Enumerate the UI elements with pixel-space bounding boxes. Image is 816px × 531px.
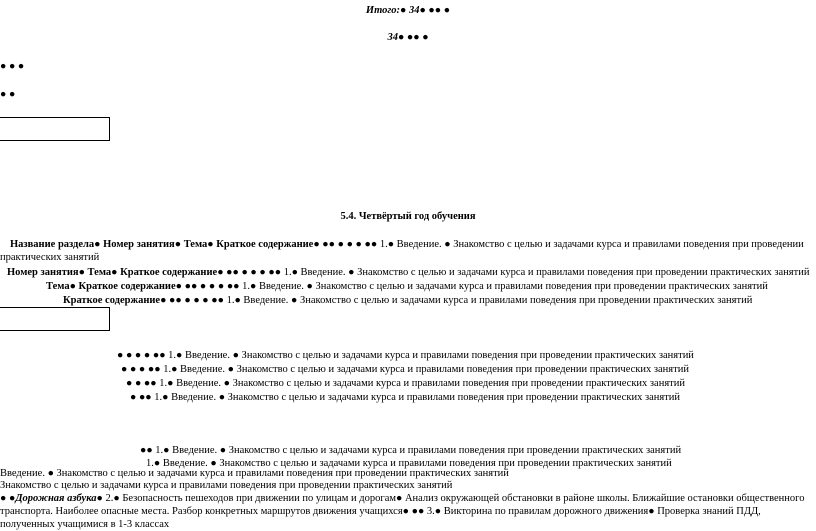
header-1-continuation: практических занятий	[0, 252, 100, 263]
total-line: Итого:● 34● ●● ●	[365, 5, 451, 16]
table-header-row-2	[7, 266, 809, 279]
table-row: Знакомство с целью и задачами курса и правилами поведения при проведении практических занятий	[0, 480, 453, 491]
table-row: ● ● ● ● ●● 1.● Введение. ● Знакомство с целью и задачами курса и правилами поведения при проведении практических занятий	[117, 350, 694, 361]
header-4-columns: Краткое содержание● ●● ● ● ● ●●	[63, 295, 224, 306]
header-2-text: 1.● Введение. ● Знакомство с целью и задачами курса и правилами поведения при проведении практических занятий	[281, 267, 810, 278]
table-row: ● ● ●● 1.● Введение. ● Знакомство с целью и задачами курса и правилами поведения при проведении практических занятий	[126, 378, 685, 389]
header-4-text: 1.● Введение. ● Знакомство с целью и задачами курса и правилами поведения при проведении практических занятий	[223, 295, 753, 306]
road-title: Дорожная азбука	[15, 493, 97, 504]
header-2-columns: Номер занятия● Тема● Краткое содержание● ●● ● ● ● ●●	[7, 267, 282, 278]
header-1-text: 1.● Введение. ● Знакомство с целью и задачами курса и правилами поведения при проведении	[377, 239, 804, 250]
road-safety-line-1	[0, 492, 804, 505]
table-header-row-1	[0, 238, 812, 251]
header-3-columns: Тема● Краткое содержание● ●● ● ● ● ●●	[46, 281, 240, 292]
road-text-1: ● 2.● Безопасность пешеходов при движении по улицам и дорогам● Анализ окружающей обстановки в районе школы. Ближайшие остановки общественного	[96, 493, 805, 504]
bullet-group-a: ● ● ●	[0, 61, 25, 72]
section-title: 5.4. Четвёртый год обучения	[340, 211, 476, 222]
total-count: 34● ●● ●	[387, 32, 429, 43]
road-safety-line-2: транспорта. Наиболее опасные места. Разбор конкретных маршрутов движения учащихся● ●● 3.● Викторина по правилам дорожного движения● Проверка знаний ПДД,	[0, 506, 761, 517]
table-header-row-3	[46, 280, 768, 293]
table-row: ● ● ● ●● 1.● Введение. ● Знакомство с целью и задачами курса и правилами поведения при проведении практических занятий	[121, 364, 689, 375]
bullet-group-b: ● ●	[0, 89, 16, 100]
table-row: Введение. ● Знакомство с целью и задачами курса и правилами поведения при проведении практических занятий	[0, 468, 509, 479]
table-header-row-4	[63, 294, 752, 307]
empty-cell-box-2	[0, 307, 110, 331]
road-prefix: ● ●	[0, 493, 16, 504]
empty-cell-box-1	[0, 117, 110, 141]
road-safety-line-3: полученных учащимися в 1-3 классах	[0, 519, 170, 530]
header-3-text: 1.● Введение. ● Знакомство с целью и задачами курса и правилами поведения при проведении практических занятий	[239, 281, 768, 292]
header-1-columns: Название раздела● Номер занятия● Тема● Краткое содержание● ●● ● ● ● ●●	[10, 239, 378, 250]
table-row: ● ●● 1.● Введение. ● Знакомство с целью и задачами курса и правилами поведения при проведении практических занятий	[130, 392, 681, 403]
table-row: ●● 1.● Введение. ● Знакомство с целью и задачами курса и правилами поведения при проведении практических занятий	[140, 445, 682, 456]
table-row: 1.● Введение. ● Знакомство с целью и задачами курса и правилами поведения при проведении практических занятий	[146, 458, 672, 469]
